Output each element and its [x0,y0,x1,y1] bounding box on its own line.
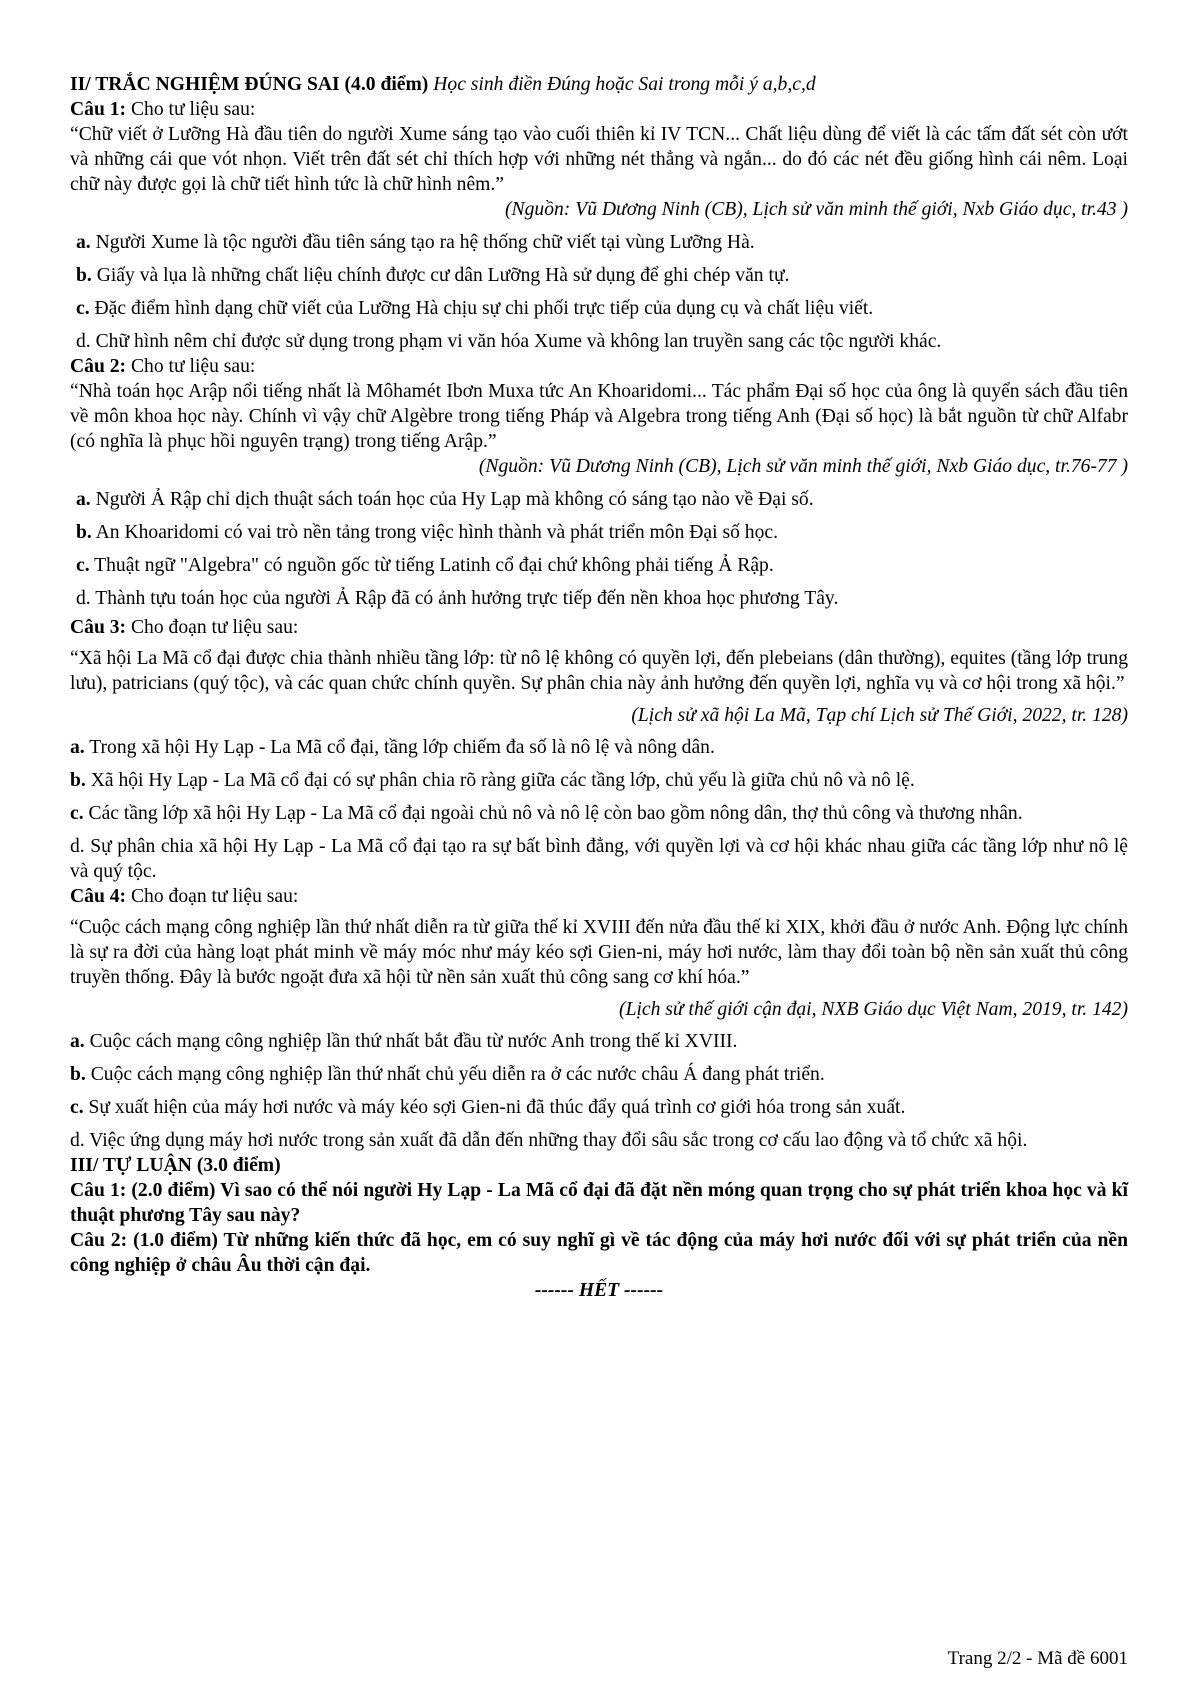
option-text: Trong xã hội Hy Lạp - La Mã cổ đại, tầng lớp chiếm đa số là nô lệ và nông dân. [89,737,715,758]
option-text: Việc ứng dụng máy hơi nước trong sản xuất đã dẫn đến những thay đổi sâu sắc trong cơ cấu lao động và tổ chức xã hội. [89,1130,1028,1151]
option-key: a. [70,737,85,758]
question-quote: “Chữ viết ở Lưỡng Hà đầu tiên do người Xume sáng tạo vào cuối thiên kỉ IV TCN... Chất liệu dùng để viết là các tấm đất sét còn ướt và những cái que vót nhọn. Viết trên đất sét chỉ thích hợp với những nét thẳng và ngắn... do đó các nét đều giống hình cái nêm. Loại chữ này được gọi là chữ tiết hình tức là chữ hình nêm.” [70,124,1128,195]
option-c [70,1095,1128,1120]
question-quote: “Cuộc cách mạng công nghiệp lần thứ nhất diễn ra từ giữa thế kỉ XVIII đến nửa đầu thế kỉ XIX, khởi đầu ở nước Anh. Động lực chính là sự ra đời của hàng loạt phát minh về máy móc như máy kéo sợi Gien-ni, máy hơi nước, làm thay đổi toàn bộ nền sản xuất thủ công truyền thống. Đây là bước ngoặt đưa xã hội từ nền sản xuất thủ công sang cơ khí hóa.” [70,917,1128,988]
option-a [70,735,1128,760]
question-label: Câu 3: [70,617,127,638]
option-key: d. [70,1130,85,1151]
question-prompt: Cho đoạn tư liệu sau: [130,886,299,907]
option-key: b. [76,265,92,286]
option-key: a. [76,489,91,510]
option-a [70,487,1128,512]
question-label: Câu 1: [70,99,127,120]
essay-question-2: Câu 2: (1.0 điểm) Từ những kiến thức đã học, em có suy nghĩ gì về tác động của máy hơi nước đối với sự phát triển của nền công nghiệp ở châu Âu thời cận đại. [70,1230,1128,1276]
option-b [70,520,1128,545]
section2-instruction: Học sinh điền Đúng hoặc Sai trong mỗi ý a,b,c,d [433,74,816,95]
question-quote: “Nhà toán học Arập nổi tiếng nhất là Môhamét Ibơn Muxa tức An Khoaridomi... Tác phẩm Đại số học của ông là quyển sách đầu tiên về môn khoa học này. Chính vì vậy chữ Algèbre trong tiếng Pháp và Algebra trong tiếng Anh (Đại số học) là bắt nguồn từ chữ Alfabr (có nghĩa là phục hồi nguyên trạng) trong tiếng Arập.” [70,381,1128,452]
question-source: (Nguồn: Vũ Dương Ninh (CB), Lịch sử văn minh thế giới, Nxb Giáo dục, tr.76-77 ) [478,456,1128,477]
option-text: Thành tựu toán học của người Ả Rập đã có ảnh hưởng trực tiếp đến nền khoa học phương Tây. [95,588,839,609]
option-text: Cuộc cách mạng công nghiệp lần thứ nhất bắt đầu từ nước Anh trong thế kỉ XVIII. [89,1031,738,1052]
essay-question-1: Câu 1: (2.0 điểm) Vì sao có thể nói người Hy Lạp - La Mã cổ đại đã đặt nền móng quan trọng cho sự phát triển khoa học và kĩ thuật phương Tây sau này? [70,1180,1128,1226]
option-text: Chữ hình nêm chỉ được sử dụng trong phạm vi văn hóa Xume và không lan truyền sang các tộc người khác. [95,331,942,352]
option-key: b. [70,1064,86,1085]
section2-header [70,72,1128,97]
question-4-header [70,884,1128,909]
option-a [70,1029,1128,1054]
question-source: (Nguồn: Vũ Dương Ninh (CB), Lịch sử văn minh thế giới, Nxb Giáo dục, tr.43 ) [505,199,1128,220]
option-d [70,1128,1128,1153]
question-prompt: Cho tư liệu sau: [130,356,256,377]
option-key: c. [70,1097,84,1118]
exam-page [70,72,1128,1303]
option-d [70,586,1128,611]
option-text: Giấy và lụa là những chất liệu chính được cư dân Lưỡng Hà sử dụng để ghi chép văn tự. [96,265,790,286]
option-a [70,230,1128,255]
option-text: Người Ả Rập chỉ dịch thuật sách toán học của Hy Lạp mà không có sáng tạo nào về Đại số. [95,489,814,510]
option-b [70,1062,1128,1087]
option-text: Xã hội Hy Lạp - La Mã cổ đại có sự phân chia rõ ràng giữa các tầng lớp, chủ yếu là giữa chủ nô và nô lệ. [90,770,915,791]
option-key: c. [76,555,90,576]
option-key: d. [76,331,91,352]
option-text: Người Xume là tộc người đầu tiên sáng tạo ra hệ thống chữ viết tại vùng Lưỡng Hà. [95,232,755,253]
option-d [70,834,1128,884]
option-c [70,553,1128,578]
question-prompt: Cho đoạn tư liệu sau: [130,617,299,638]
option-b [70,263,1128,288]
option-text: Sự phân chia xã hội Hy Lạp - La Mã cổ đại tạo ra sự bất bình đẳng, với quyền lợi và cơ hội khác nhau giữa các tầng lớp như nô lệ và quý tộc. [70,836,1128,882]
question-1-header [70,97,1128,122]
option-d [70,329,1128,354]
option-key: a. [76,232,91,253]
option-key: d. [70,836,85,857]
option-key: c. [76,298,90,319]
option-key: b. [76,522,92,543]
option-text: Đặc điểm hình dạng chữ viết của Lưỡng Hà chịu sự chi phối trực tiếp của dụng cụ và chất liệu viết. [94,298,874,319]
option-text: Thuật ngữ "Algebra" có nguồn gốc từ tiếng Latinh cổ đại chứ không phải tiếng Ả Rập. [94,555,774,576]
question-source: (Lịch sử xã hội La Mã, Tạp chí Lịch sử Thế Giới, 2022, tr. 128) [631,705,1128,726]
question-source: (Lịch sử thế giới cận đại, NXB Giáo dục Việt Nam, 2019, tr. 142) [619,999,1128,1020]
option-text: Sự xuất hiện của máy hơi nước và máy kéo sợi Gien-ni đã thúc đẩy quá trình cơ giới hóa trong sản xuất. [88,1097,906,1118]
option-key: a. [70,1031,85,1052]
question-3-header [70,615,1128,640]
option-text: Cuộc cách mạng công nghiệp lần thứ nhất chủ yếu diễn ra ở các nước châu Á đang phát triển. [90,1064,825,1085]
option-b [70,768,1128,793]
option-key: c. [70,803,84,824]
question-prompt: Cho tư liệu sau: [130,99,256,120]
section3-heading: III/ TỰ LUẬN (3.0 điểm) [70,1155,281,1176]
end-mark: ------ HẾT ------ [534,1280,664,1301]
option-c [70,296,1128,321]
option-c [70,801,1128,826]
question-label: Câu 4: [70,886,127,907]
question-quote: “Xã hội La Mã cổ đại được chia thành nhiều tầng lớp: từ nô lệ không có quyền lợi, đến plebeians (dân thường), equites (tầng lớp trung lưu), patricians (quý tộc), và các quan chức chính quyền. Sự phân chia này ảnh hưởng đến quyền lợi, nghĩa vụ và cơ hội trong xã hội.” [70,648,1128,694]
option-text: An Khoaridomi có vai trò nền tảng trong việc hình thành và phát triển môn Đại số học. [95,522,778,543]
option-text: Các tầng lớp xã hội Hy Lạp - La Mã cổ đại ngoài chủ nô và nô lệ còn bao gồm nông dân, thợ thủ công và thương nhân. [88,803,1023,824]
option-key: b. [70,770,86,791]
question-2-header [70,354,1128,379]
section2-heading: II/ TRẮC NGHIỆM ĐÚNG SAI (4.0 điểm) [70,74,429,95]
page-footer: Trang 2/2 - Mã đề 6001 [947,1648,1128,1669]
question-label: Câu 2: [70,356,127,377]
option-key: d. [76,588,91,609]
